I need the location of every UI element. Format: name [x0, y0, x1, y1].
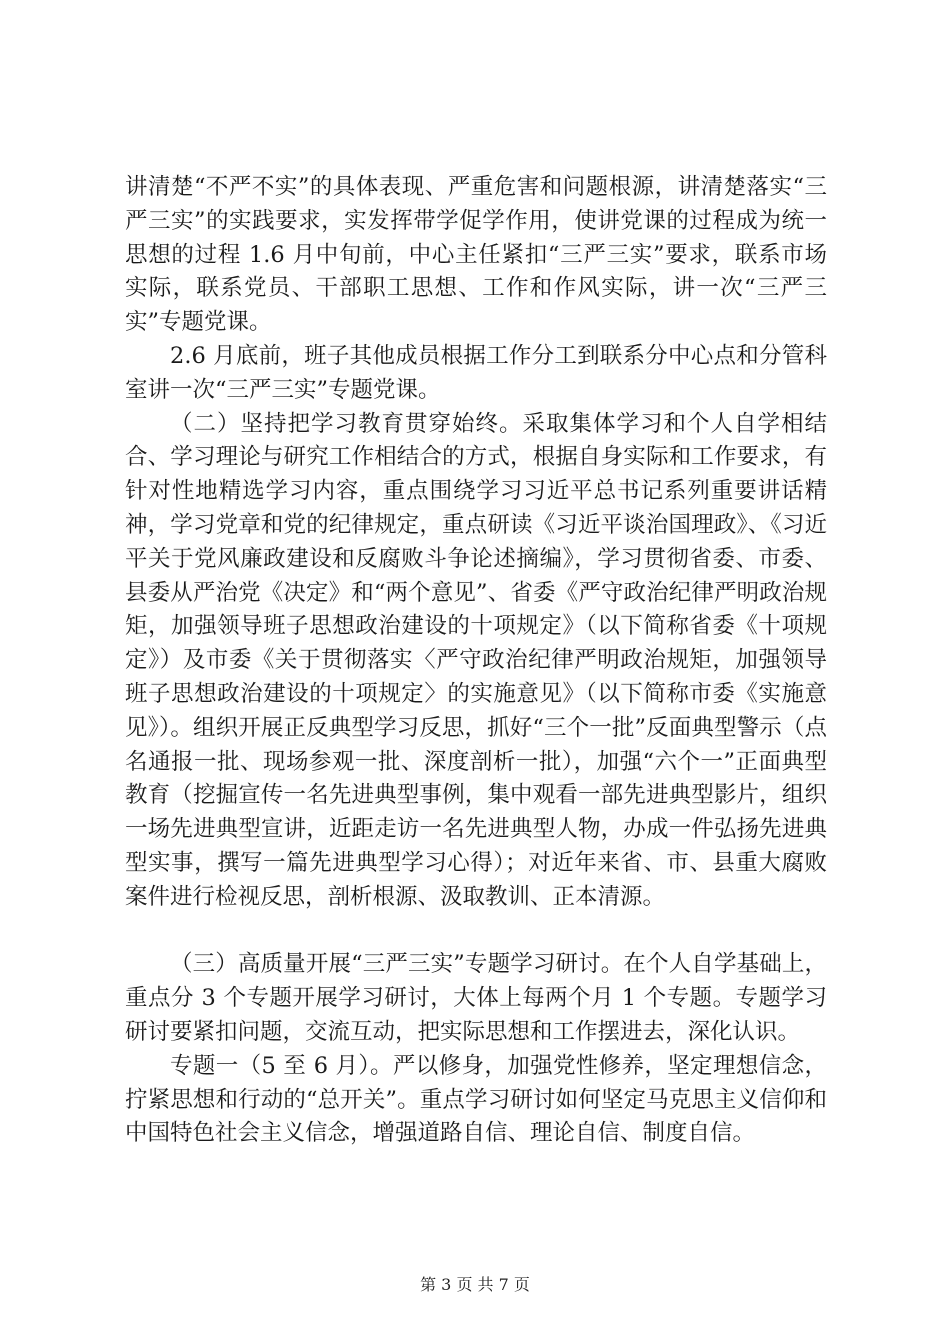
paragraph-5: 专题一（5 至 6 月）。严以修身，加强党性修养，坚定理想信念，拧紧思想和行动的“总开关”。重点学习研讨如何坚定马克思主义信仰和中国特色社会主义信念，增强道路自信、理论自信、制度自信。	[125, 1052, 827, 1147]
paragraph-2: 2.6 月底前，班子其他成员根据工作分工到联系分中心点和分管科室讲一次“三严三实”专题党课。	[125, 342, 827, 403]
document-body	[125, 171, 827, 1151]
paragraph-1: 讲清楚“不严不实”的具体表现、严重危害和问题根源，讲清楚落实“三严三实”的实践要求，实发挥带学促学作用，使讲党课的过程成为统一思想的过程 1.6 月中旬前，中心主任紧扣“三严三实”要求，联系市场实际，联系党员、干部职工思想、工作和作风实际，讲一次“三严三实”专题党课。	[125, 174, 827, 336]
page-footer: 第 3 页 共 7 页	[420, 1275, 530, 1294]
paragraph-4: （三）高质量开展“三严三实”专题学习研讨。在个人自学基础上，重点分 3 个专题开展学习研讨，大体上每两个月 1 个专题。专题学习研讨要紧扣问题，交流互动，把实际思想和工作摆进去，深化认识。	[125, 951, 827, 1045]
paragraph-3: （二）坚持把学习教育贯穿始终。采取集体学习和个人自学相结合、学习理论与研究工作相结合的方式，根据自身实际和工作要求，有针对性地精选学习内容，重点围绕学习习近平总书记系列重要讲话精神，学习党章和党的纪律规定，重点研读《习近平谈治国理政》、《习近平关于党风廉政建设和反腐败斗争论述摘编》，学习贯彻省委、市委、县委从严治党《决定》和“两个意见”、省委《严守政治纪律严明政治规矩，加强领导班子思想政治建设的十项规定》（以下简称省委《十项规定》）及市委《关于贯彻落实〈严守政治纪律严明政治规矩，加强领导班子思想政治建设的十项规定〉的实施意见》（以下简称市委《实施意见》）。组织开展正反典型学习反思，抓好“三个一批”反面典型警示（点名通报一批、现场参观一批、深度剖析一批），加强“六个一”正面典型教育（挖掘宣传一名先进典型事例，集中观看一部先进典型影片，组织一场先进典型宣讲，近距走访一名先进典型人物，办成一件弘扬先进典型实事，撰写一篇先进典型学习心得）；对近年来省、市、县重大腐败案件进行检视反思，剖析根源、汲取教训、正本清源。	[125, 410, 827, 910]
